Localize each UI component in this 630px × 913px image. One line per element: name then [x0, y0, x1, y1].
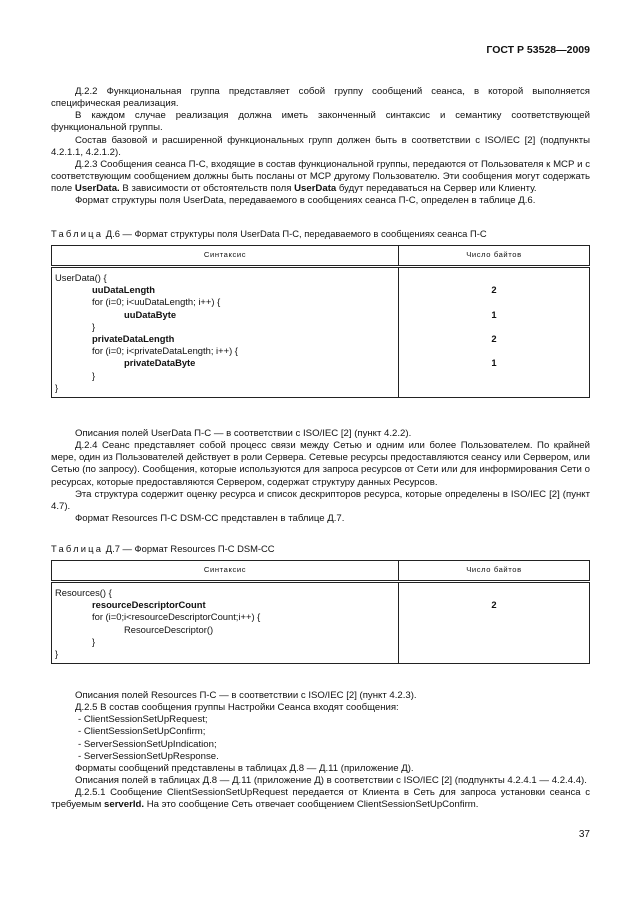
section-d22: [51, 86, 590, 208]
byte-count: 2: [491, 332, 497, 344]
standard-header: ГОСТ Р 53528—2009: [486, 44, 590, 56]
paragraph: Д.2.5.1 Сообщение ClientSessionSetUpRequest передается от Клиента в Сеть для запроса установки сеанса с требуемым serverId. На это сообщение Сеть отвечает сообщением ClientSessionSetUpConfirm.: [51, 787, 590, 811]
list-item: - ServerSessionSetUpIndication;: [78, 738, 217, 750]
paragraph: Описания полей Resources П-С — в соответствии с ISO/IEC [2] (пункт 4.2.3).: [75, 690, 417, 701]
syntax-cell: [52, 267, 399, 398]
code-line: privateDataByte: [124, 357, 196, 369]
code-line: }: [92, 635, 96, 647]
code-line: privateDataLength: [92, 332, 175, 344]
byte-count: 1: [491, 308, 497, 320]
section-d25: [51, 690, 590, 812]
byte-count: 2: [491, 599, 497, 611]
list-item: - ClientSessionSetUpConfirm;: [78, 726, 206, 738]
table-d6: [51, 245, 590, 398]
paragraph: Д.2.5 В состав сообщения группы Настройки Сеанса входят сообщения:: [75, 702, 399, 714]
bytes-cell: [399, 582, 590, 664]
code-line: for (i=0; i<privateDataLength; i++) {: [92, 345, 238, 357]
code-line: Resources() {: [55, 587, 112, 598]
paragraph: Эта структура содержит оценку ресурса и список дескрипторов ресурса, которые определены в ISO/IEC [2] (пункт 4.7).: [51, 488, 590, 512]
code-line: UserData() {: [55, 272, 107, 283]
bytes-cell: [399, 267, 590, 398]
page-number: 37: [578, 829, 590, 840]
code-line: }: [55, 381, 59, 393]
paragraph: Состав базовой и расширенной функциональных групп должен быть в соответствии с ISO/IEC [2] (подпункты 4.2.1.1, 4.2.1.2).: [51, 134, 590, 158]
byte-count: 1: [491, 357, 497, 369]
column-header: Синтаксис: [52, 561, 399, 582]
paragraph: Форматы сообщений представлены в таблицах Д.8 — Д.11 (приложение Д).: [75, 762, 414, 774]
code-line: }: [55, 647, 59, 659]
table-d7: [51, 560, 590, 664]
paragraph: Описания полей в таблицах Д.8 — Д.11 (приложение Д) в соответствии с ISO/IEC [2] (подпункты 4.2.4.1 — 4.2.4.4).: [75, 775, 587, 787]
list-item: - ServerSessionSetUpResponse.: [78, 750, 219, 762]
code-line: uuDataByte: [124, 308, 177, 320]
code-line: uuDataLength: [92, 284, 156, 296]
paragraph: Формат структуры поля UserData, передаваемого в сообщениях сеанса П-С, определен в таблице Д.6.: [75, 195, 536, 207]
column-header: Число байтов: [399, 246, 590, 267]
table-d7-caption: Таблица Д.7 — Формат Resources П-С DSM-CC: [51, 543, 275, 554]
paragraph: Д.2.4 Сеанс представляет собой процесс связи между Сетью и одним или более Пользователем. По крайней мере, один из Пользователей действует в роли Сервера. Сетевые ресурсы предоставляются сеансу или Сервером, или Сетью (по запросу). Сообщения, которые используются для запроса ресурсов от Сети или для информирования Сети о ресурсах, которые предоставляются Сервером, содержат структуру данных Ресурсов.: [51, 440, 590, 488]
syntax-cell: [52, 582, 399, 664]
code-line: for (i=0;i<resourceDescriptorCount;i++) {: [92, 611, 261, 623]
byte-count: 2: [491, 284, 497, 296]
column-header: Число байтов: [399, 561, 590, 582]
list-item: - ClientSessionSetUpRequest;: [78, 714, 208, 726]
code-line: ResourceDescriptor(): [124, 623, 214, 635]
code-line: }: [92, 369, 96, 381]
code-line: }: [92, 320, 96, 332]
paragraph: В каждом случае реализация должна иметь законченный синтаксис и семантику соответствующей функциональной группы.: [51, 110, 590, 134]
paragraph: Д.2.2 Функциональная группа представляет собой группу сообщений сеанса, в которой выполняется специфическая реализация.: [51, 86, 590, 110]
column-header: Синтаксис: [52, 246, 399, 267]
code-line: resourceDescriptorCount: [92, 599, 206, 611]
paragraph: Формат Resources П-С DSM-CC представлен в таблице Д.7.: [75, 513, 345, 525]
paragraph: Описания полей UserData П-С — в соответствии с ISO/IEC [2] (пункт 4.2.2).: [75, 428, 412, 439]
section-d24: [51, 428, 590, 525]
table-d6-caption: Таблица Д.6 — Формат структуры поля UserData П-С, передаваемого в сообщениях сеанса П-С: [51, 228, 487, 239]
paragraph: Д.2.3 Сообщения сеанса П-С, входящие в состав функциональной группы, передаются от Пользователя к МСР и с соответствующим сообщением должны быть посланы от МСР другому Пользователю. Эти сообщения могут содержать поле UserData. В зависимости от обстоятельств поля UserData будут передаваться на Сервер или Клиенту.: [51, 158, 590, 195]
code-line: for (i=0; i<uuDataLength; i++) {: [92, 296, 221, 308]
